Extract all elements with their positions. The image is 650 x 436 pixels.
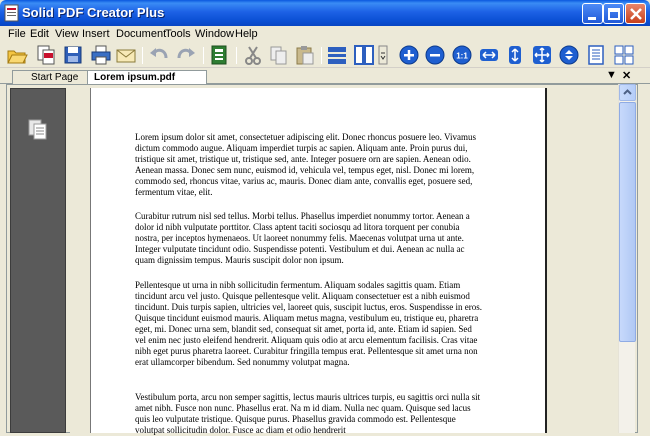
copy-icon[interactable] bbox=[268, 44, 290, 66]
scroll-up-button[interactable] bbox=[619, 84, 636, 101]
menu-edit[interactable]: Edit bbox=[30, 28, 49, 40]
menu-document[interactable]: Document bbox=[116, 28, 167, 40]
fit-page-icon[interactable] bbox=[531, 44, 553, 66]
actual-size-icon[interactable] bbox=[451, 44, 473, 66]
paragraph-3: Pellentesque ut urna in nibh sollicitudin fermentum. Aliquam sodales sagittis quam. Etiam tincidunt arcu vel justo. Quisque pellentesque velit. Aliquam consectetuer est a nibh euismod tincidunt. Duis turpis sapien, ultricies vel, laoreet quis, suscipit luctus, eros. Suspendisse in eros. Quisque tincidunt euismod mauris. Aliquam metus magna, vestibulum eu, tristique eu, pharetra eget, mi. Donec urna sem, blandit sed, consequat sit amet, porta id, ante. Etiam id sapien. Sed vel enim nec justo eleifend hendrerit. Aliquam quis odio at arcu elementum facilisis. Cras vitae nibh eget purus pharetra laoreet. Curabitur fringilla tempus erat. Pellentesque sit amet urna non erat ullamcorper bibendum. Sed nonummy volutpat magna. bbox=[135, 280, 482, 367]
vertical-scrollbar[interactable] bbox=[618, 84, 635, 433]
open-folder-icon[interactable] bbox=[6, 44, 28, 66]
scroll-thumb[interactable] bbox=[619, 102, 636, 342]
print-icon[interactable] bbox=[90, 44, 112, 66]
tile-pages-icon[interactable] bbox=[613, 44, 635, 66]
minimize-button[interactable] bbox=[582, 3, 603, 24]
pdf-page bbox=[90, 88, 547, 433]
menu-bar bbox=[0, 26, 650, 44]
horizontal-layout-icon[interactable] bbox=[326, 44, 348, 66]
paste-icon[interactable] bbox=[294, 44, 316, 66]
menu-file[interactable]: File bbox=[8, 28, 26, 40]
paragraph-2: Curabitur rutrum nisl sed tellus. Morbi tellus. Phasellus imperdiet nonummy tortor. Aenean a dolor id nibh vulputate porttitor. Class aptent taciti sociosqu ad litora torquent per conubia nostra, per inceptos hymenaeos. Ut laoreet nonummy felis. Maecenas volutpat urna ut ante. Integer vulputate tincidunt odio. Suspendisse potenti. Vestibulum et dui. Aenean ac nulla ac quam dignissim tempus. Mauris suscipit dolor non ipsum. bbox=[135, 211, 470, 265]
cut-icon[interactable] bbox=[242, 44, 264, 66]
paragraph-4: Vestibulum porta, arcu non semper sagittis, lectus mauris ultrices turpis, eu sagittis orci nulla sit amet nibh. Fusce non nunc. Phasellus erat. Na m id diam. Nulla nec quam. Quisque sed lacus quis leo vulputate tristique. Quisque purus. Phasellus gravida commodo est. Pellentesque volutpat sollicitudin dolor. Fusce ac diam et odio hendrerit bbox=[135, 392, 481, 435]
vertical-layout-icon[interactable] bbox=[353, 44, 375, 66]
export-icon[interactable] bbox=[208, 44, 230, 66]
menu-tools[interactable]: Tools bbox=[165, 28, 191, 40]
undo-icon[interactable] bbox=[148, 44, 170, 66]
redo-icon[interactable] bbox=[175, 44, 197, 66]
fit-height-icon[interactable] bbox=[504, 44, 526, 66]
tab-lorem-ipsum[interactable] bbox=[87, 70, 207, 85]
toolbar-options-icon[interactable] bbox=[378, 44, 388, 66]
navigate-icon[interactable] bbox=[558, 44, 580, 66]
title-bar bbox=[0, 0, 650, 26]
menu-insert[interactable]: Insert bbox=[82, 28, 110, 40]
tab-lorem-ipsum-label: Lorem ipsum.pdf bbox=[94, 72, 176, 83]
email-icon[interactable] bbox=[115, 44, 137, 66]
menu-view[interactable]: View bbox=[55, 28, 79, 40]
tab-start-page-label: Start Page bbox=[31, 72, 79, 83]
save-icon[interactable] bbox=[62, 44, 84, 66]
menu-help[interactable]: Help bbox=[235, 28, 258, 40]
single-page-icon[interactable] bbox=[585, 44, 607, 66]
toolbar bbox=[0, 44, 650, 68]
tab-close-icon[interactable]: ✕ bbox=[622, 70, 632, 82]
maximize-button[interactable] bbox=[603, 3, 624, 24]
side-panel bbox=[10, 88, 66, 433]
tab-start-page[interactable] bbox=[12, 70, 92, 84]
fit-width-icon[interactable] bbox=[478, 44, 500, 66]
document-viewer bbox=[70, 88, 618, 433]
zoom-in-icon[interactable] bbox=[398, 44, 420, 66]
svg-text:1:1: 1:1 bbox=[456, 51, 468, 61]
pages-panel-icon[interactable] bbox=[25, 117, 51, 143]
app-icon[interactable] bbox=[4, 4, 20, 22]
paragraph-1: Lorem ipsum dolor sit amet, consectetuer adipiscing elit. Donec rhoncus posuere leo. Vivamus dictum commodo augue. Aliquam imperdiet turpis ac sapien. Aliquam ante. Proin purus dui, tristique sit amet, tristique ut, tristique sed, ante. Integer posuere orn are sapien. Aenean odio. Aenean massa. Donec sem nunc, euismod id, vehicula vel, tempus eget, nisl. Donec mi lorem, commodo sed, rhoncus vitae, varius ac, mauris. Donec diam ante, convallis eget, posuere sed, fermentum vitae, elit. bbox=[135, 132, 476, 197]
menu-window[interactable]: Window bbox=[195, 28, 235, 40]
tab-strip bbox=[0, 68, 650, 84]
tab-list-icon[interactable]: ▼ bbox=[606, 69, 617, 81]
close-button[interactable] bbox=[625, 3, 646, 24]
convert-icon[interactable] bbox=[35, 44, 57, 66]
window-title: Solid PDF Creator Plus bbox=[22, 5, 165, 20]
zoom-out-icon[interactable] bbox=[424, 44, 446, 66]
